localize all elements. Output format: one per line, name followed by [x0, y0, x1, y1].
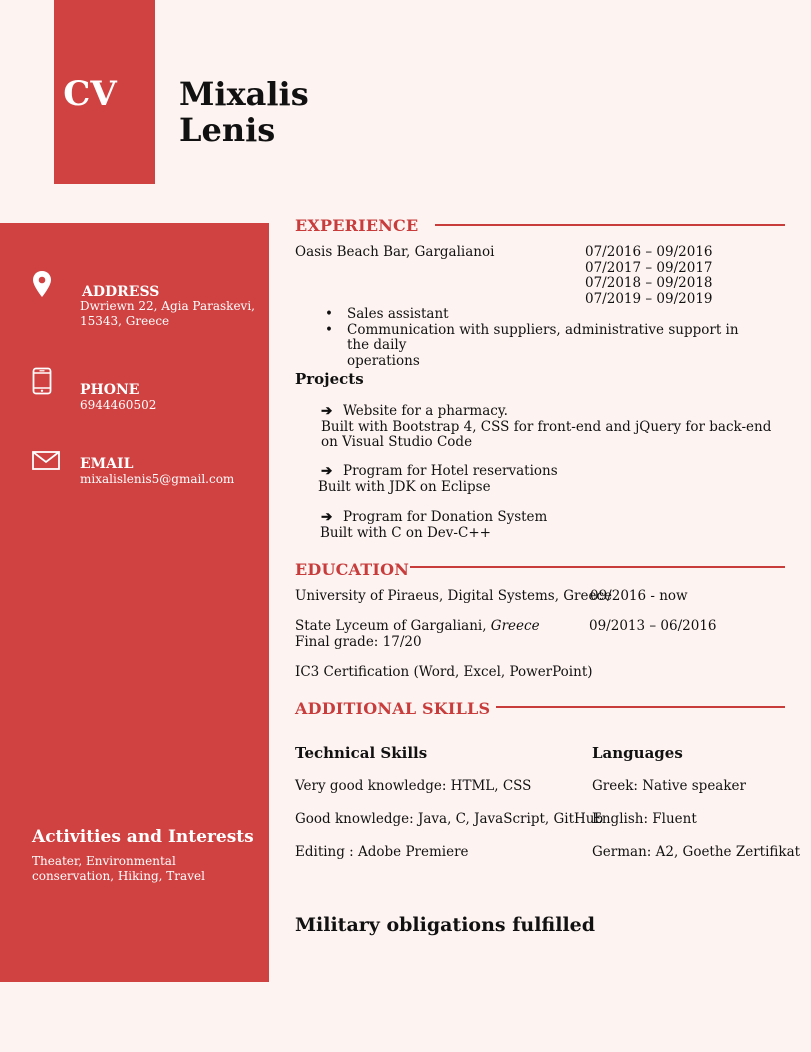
project-item — [318, 464, 558, 495]
address-value — [80, 299, 255, 329]
arrow-right-icon: ➔ — [321, 463, 333, 479]
language-item: German: A2, Goethe Zertifikat — [592, 844, 801, 860]
email-label: EMAIL — [80, 456, 134, 472]
full-name — [179, 76, 309, 148]
duty-item: • Sales assistant — [321, 307, 761, 323]
experience-period: 07/2016 – 09/2016 — [585, 244, 713, 260]
location-pin-icon — [32, 270, 52, 298]
education-certification: IC3 Certification (Word, Excel, PowerPoint) — [295, 664, 593, 680]
address-label: ADDRESS — [82, 284, 160, 300]
project-name: Program for Hotel reservations — [343, 463, 558, 479]
duty-item — [321, 323, 761, 370]
education-rule — [410, 566, 785, 568]
experience-period: 07/2019 – 09/2019 — [585, 290, 713, 307]
language-item: English: Fluent — [592, 811, 697, 827]
projects-heading: Projects — [295, 370, 364, 388]
activities-title: Activities and Interests — [32, 827, 254, 847]
activities-body — [32, 854, 232, 884]
phone-value: 6944460502 — [80, 398, 157, 412]
military-status: Military obligations fulfilled — [295, 914, 596, 936]
arrow-right-icon: ➔ — [321, 509, 333, 525]
experience-rule — [435, 224, 785, 226]
phone-icon — [32, 367, 52, 395]
languages-heading: Languages — [592, 744, 683, 762]
address-line-2: 15343, Greece — [80, 314, 170, 328]
technical-skill: Editing : Adobe Premiere — [295, 844, 469, 860]
technical-skill: Very good knowledge: HTML, CSS — [295, 778, 532, 794]
project-name: Program for Donation System — [343, 509, 548, 525]
education-university-period: 09/2016 - now — [590, 588, 688, 604]
skills-heading: ADDITIONAL SKILLS — [295, 699, 491, 718]
lyceum-country: Greece — [490, 618, 540, 634]
arrow-right-icon: ➔ — [321, 403, 333, 419]
experience-heading: EXPERIENCE — [295, 216, 419, 235]
language-item: Greek: Native speaker — [592, 778, 746, 794]
experience-duties — [321, 307, 761, 369]
envelope-icon — [32, 451, 60, 470]
experience-period: 07/2018 – 09/2018 — [585, 275, 713, 291]
lyceum-grade: Final grade: 17/20 — [295, 633, 422, 650]
experience-employer: Oasis Beach Bar, Gargalianoi — [295, 244, 495, 260]
address-line-1: Dwriewn 22, Agia Paraskevi, — [80, 299, 255, 313]
technical-skills-heading: Technical Skills — [295, 744, 428, 762]
experience-periods — [585, 245, 713, 307]
skills-rule — [496, 706, 785, 708]
project-item — [321, 404, 771, 451]
lyceum-name: State Lyceum of Gargaliani, — [295, 618, 491, 634]
project-detail: Built with JDK on Eclipse — [318, 478, 491, 495]
cv-badge: CV — [63, 74, 117, 114]
project-item — [320, 510, 547, 541]
activities-line-2: conservation, Hiking, Travel — [32, 869, 205, 883]
email-value: mixalislenis5@gmail.com — [80, 472, 235, 486]
project-detail: on Visual Studio Code — [321, 434, 473, 450]
first-name: Mixalis — [179, 75, 309, 113]
education-lyceum — [295, 619, 540, 650]
technical-skill: Good knowledge: Java, C, JavaScript, GitHub — [295, 811, 604, 827]
education-university: University of Piraeus, Digital Systems, Greece — [295, 588, 613, 604]
project-detail: Built with C on Dev-C++ — [320, 524, 491, 541]
education-heading: EDUCATION — [295, 560, 410, 579]
phone-label: PHONE — [80, 382, 140, 398]
activities-line-1: Theater, Environmental — [32, 854, 176, 868]
experience-period: 07/2017 – 09/2017 — [585, 259, 713, 276]
duty-text: Communication with suppliers, administrative support in the daily — [347, 321, 739, 353]
project-detail: Built with Bootstrap 4, CSS for front-end and jQuery for back-end — [321, 418, 772, 435]
education-lyceum-period: 09/2013 – 06/2016 — [589, 618, 717, 634]
duty-text-cont: operations — [347, 352, 420, 369]
project-name: Website for a pharmacy. — [343, 403, 508, 419]
last-name: Lenis — [179, 111, 276, 149]
